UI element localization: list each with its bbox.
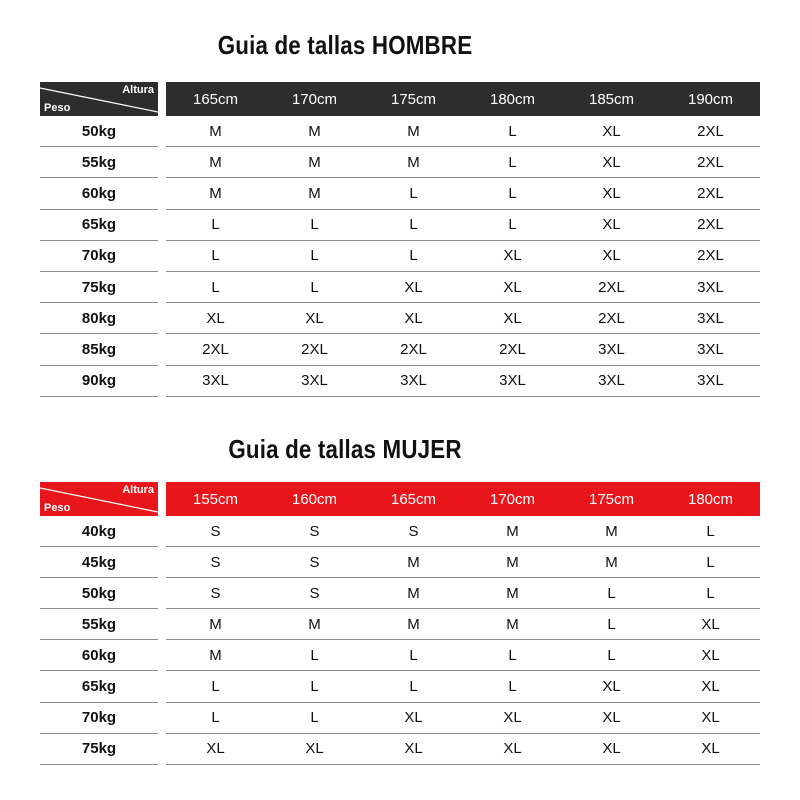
size-cell: S bbox=[210, 584, 221, 602]
height-header: 155cm bbox=[192, 490, 239, 508]
size-cell: M bbox=[506, 553, 519, 571]
table-row bbox=[40, 640, 760, 671]
size-cell: L bbox=[409, 184, 418, 202]
size-cell: L bbox=[310, 646, 319, 664]
size-cell: M bbox=[209, 153, 222, 171]
height-header: 175cm bbox=[588, 490, 635, 508]
size-cell: L bbox=[607, 615, 616, 633]
size-cell: XL bbox=[503, 709, 522, 727]
size-cell: M bbox=[209, 615, 222, 633]
size-cell: L bbox=[211, 678, 220, 696]
size-cell: 2XL bbox=[598, 278, 625, 296]
weight-label: 60kg bbox=[40, 178, 158, 209]
weight-label: 80kg bbox=[40, 303, 158, 334]
weight-label: 50kg bbox=[40, 578, 158, 609]
weight-label: 55kg bbox=[40, 147, 158, 178]
women-header-row bbox=[40, 482, 760, 516]
size-cell: 3XL bbox=[697, 340, 724, 358]
weight-label: 65kg bbox=[40, 671, 158, 702]
weight-label: 75kg bbox=[40, 272, 158, 303]
table-row bbox=[40, 703, 760, 734]
size-cell: 3XL bbox=[697, 278, 724, 296]
size-cell: 3XL bbox=[697, 309, 724, 327]
size-cell: L bbox=[706, 584, 715, 602]
weight-label: 55kg bbox=[40, 609, 158, 640]
size-cell: XL bbox=[701, 709, 720, 727]
size-cell: XL bbox=[305, 740, 324, 758]
size-cells bbox=[166, 210, 760, 241]
size-cells bbox=[166, 703, 760, 734]
size-cell: M bbox=[506, 615, 519, 633]
weight-label: 75kg bbox=[40, 734, 158, 765]
size-cell: XL bbox=[602, 122, 621, 140]
size-cell: M bbox=[308, 184, 321, 202]
size-cell: XL bbox=[404, 709, 423, 727]
corner-height-label: Altura bbox=[122, 84, 154, 96]
size-cell: L bbox=[409, 216, 418, 234]
size-cell: 3XL bbox=[598, 372, 625, 390]
size-cell: L bbox=[211, 216, 220, 234]
size-cells bbox=[166, 303, 760, 334]
size-cell: S bbox=[309, 522, 320, 540]
size-cell: XL bbox=[602, 216, 621, 234]
size-cell: L bbox=[310, 709, 319, 727]
size-cell: L bbox=[607, 646, 616, 664]
table-row bbox=[40, 178, 760, 209]
table-row bbox=[40, 671, 760, 702]
size-cell: M bbox=[506, 522, 519, 540]
size-cell: M bbox=[605, 522, 618, 540]
height-header: 165cm bbox=[192, 90, 239, 108]
size-cell: XL bbox=[701, 740, 720, 758]
women-height-headers bbox=[166, 482, 760, 516]
size-cell: L bbox=[607, 584, 616, 602]
size-cell: S bbox=[210, 522, 221, 540]
size-cell: XL bbox=[206, 309, 225, 327]
size-cell: XL bbox=[602, 184, 621, 202]
table-row bbox=[40, 272, 760, 303]
table-row bbox=[40, 334, 760, 365]
size-cell: XL bbox=[404, 309, 423, 327]
size-cell: L bbox=[508, 216, 517, 234]
weight-label: 50kg bbox=[40, 116, 158, 147]
size-cell: XL bbox=[305, 309, 324, 327]
size-cells bbox=[166, 734, 760, 765]
table-row bbox=[40, 241, 760, 272]
weight-label: 65kg bbox=[40, 210, 158, 241]
size-cell: M bbox=[407, 122, 420, 140]
height-header: 180cm bbox=[687, 490, 734, 508]
table-row bbox=[40, 734, 760, 765]
table-row bbox=[40, 366, 760, 397]
table-row bbox=[40, 516, 760, 547]
size-cells bbox=[166, 640, 760, 671]
height-header: 180cm bbox=[489, 90, 536, 108]
size-cell: L bbox=[508, 122, 517, 140]
size-cell: 3XL bbox=[697, 372, 724, 390]
size-cell: XL bbox=[602, 709, 621, 727]
size-cell: 3XL bbox=[202, 372, 229, 390]
size-cells bbox=[166, 334, 760, 365]
size-cell: 2XL bbox=[301, 340, 328, 358]
size-cell: M bbox=[308, 122, 321, 140]
size-cell: L bbox=[409, 646, 418, 664]
size-cells bbox=[166, 516, 760, 547]
size-cells bbox=[166, 578, 760, 609]
size-cell: 2XL bbox=[697, 247, 724, 265]
size-cell: S bbox=[210, 553, 221, 571]
size-cell: M bbox=[209, 646, 222, 664]
size-cell: 2XL bbox=[697, 122, 724, 140]
size-cells bbox=[166, 609, 760, 640]
height-header: 170cm bbox=[291, 90, 338, 108]
size-cells bbox=[166, 178, 760, 209]
weight-label: 70kg bbox=[40, 241, 158, 272]
size-cell: S bbox=[408, 522, 419, 540]
size-cell: S bbox=[309, 553, 320, 571]
size-cell: XL bbox=[206, 740, 225, 758]
size-cell: 2XL bbox=[697, 153, 724, 171]
men-height-headers bbox=[166, 82, 760, 116]
size-cell: L bbox=[409, 678, 418, 696]
size-cell: 2XL bbox=[202, 340, 229, 358]
size-cell: 2XL bbox=[400, 340, 427, 358]
weight-label: 45kg bbox=[40, 547, 158, 578]
men-corner-cell bbox=[40, 82, 158, 116]
size-cell: 2XL bbox=[598, 309, 625, 327]
size-cell: XL bbox=[602, 740, 621, 758]
size-cell: L bbox=[409, 247, 418, 265]
size-cell: M bbox=[308, 615, 321, 633]
size-cell: L bbox=[706, 522, 715, 540]
size-cell: L bbox=[508, 678, 517, 696]
size-cell: L bbox=[508, 646, 517, 664]
size-cell: 2XL bbox=[499, 340, 526, 358]
size-cell: M bbox=[407, 153, 420, 171]
size-cell: 3XL bbox=[598, 340, 625, 358]
women-size-guide-title: Guia de tallas MUJER bbox=[228, 434, 462, 464]
size-cell: XL bbox=[602, 247, 621, 265]
size-cell: L bbox=[211, 247, 220, 265]
table-row bbox=[40, 547, 760, 578]
size-cell: L bbox=[310, 216, 319, 234]
size-cell: XL bbox=[701, 615, 720, 633]
weight-label: 40kg bbox=[40, 516, 158, 547]
table-row bbox=[40, 210, 760, 241]
size-cell: M bbox=[407, 615, 420, 633]
men-header-row bbox=[40, 82, 760, 116]
size-cell: M bbox=[308, 153, 321, 171]
size-cell: M bbox=[209, 122, 222, 140]
height-header: 160cm bbox=[291, 490, 338, 508]
height-header: 185cm bbox=[588, 90, 635, 108]
size-cell: XL bbox=[503, 740, 522, 758]
corner-height-label: Altura bbox=[122, 484, 154, 496]
table-row bbox=[40, 147, 760, 178]
size-cell: M bbox=[506, 584, 519, 602]
size-cell: 2XL bbox=[697, 184, 724, 202]
size-cells bbox=[166, 241, 760, 272]
size-cell: 2XL bbox=[697, 216, 724, 234]
size-cells bbox=[166, 366, 760, 397]
size-cell: XL bbox=[602, 153, 621, 171]
men-table-body bbox=[40, 116, 760, 397]
size-cells bbox=[166, 147, 760, 178]
size-cell: 3XL bbox=[499, 372, 526, 390]
size-cell: 3XL bbox=[301, 372, 328, 390]
size-cells bbox=[166, 671, 760, 702]
size-cell: XL bbox=[503, 247, 522, 265]
size-cell: XL bbox=[701, 646, 720, 664]
size-cell: XL bbox=[503, 309, 522, 327]
size-cell: L bbox=[310, 678, 319, 696]
weight-label: 90kg bbox=[40, 366, 158, 397]
size-cell: XL bbox=[404, 740, 423, 758]
size-cell: L bbox=[211, 709, 220, 727]
size-cell: L bbox=[508, 153, 517, 171]
size-cell: XL bbox=[602, 678, 621, 696]
size-cell: M bbox=[407, 584, 420, 602]
height-header: 190cm bbox=[687, 90, 734, 108]
size-cell: M bbox=[605, 553, 618, 571]
height-header: 170cm bbox=[489, 490, 536, 508]
size-cell: XL bbox=[404, 278, 423, 296]
height-header: 175cm bbox=[390, 90, 437, 108]
corner-weight-label: Peso bbox=[44, 502, 71, 514]
size-cell: L bbox=[310, 247, 319, 265]
women-size-table bbox=[40, 482, 760, 765]
size-cell: 3XL bbox=[400, 372, 427, 390]
table-row bbox=[40, 303, 760, 334]
size-cells bbox=[166, 272, 760, 303]
women-corner-cell bbox=[40, 482, 158, 516]
size-cell: M bbox=[407, 553, 420, 571]
weight-label: 85kg bbox=[40, 334, 158, 365]
men-size-guide-title: Guia de tallas HOMBRE bbox=[217, 30, 473, 60]
weight-label: 60kg bbox=[40, 640, 158, 671]
weight-label: 70kg bbox=[40, 703, 158, 734]
size-cells bbox=[166, 547, 760, 578]
size-cell: S bbox=[309, 584, 320, 602]
size-cells bbox=[166, 116, 760, 147]
size-cell: L bbox=[508, 184, 517, 202]
corner-weight-label: Peso bbox=[44, 102, 71, 114]
size-cell: L bbox=[310, 278, 319, 296]
size-cell: L bbox=[211, 278, 220, 296]
size-cell: XL bbox=[503, 278, 522, 296]
women-table-body bbox=[40, 516, 760, 765]
table-row bbox=[40, 578, 760, 609]
men-size-table bbox=[40, 82, 760, 397]
size-cell: L bbox=[706, 553, 715, 571]
table-row bbox=[40, 609, 760, 640]
size-cell: M bbox=[209, 184, 222, 202]
table-row bbox=[40, 116, 760, 147]
height-header: 165cm bbox=[390, 490, 437, 508]
size-cell: XL bbox=[701, 678, 720, 696]
